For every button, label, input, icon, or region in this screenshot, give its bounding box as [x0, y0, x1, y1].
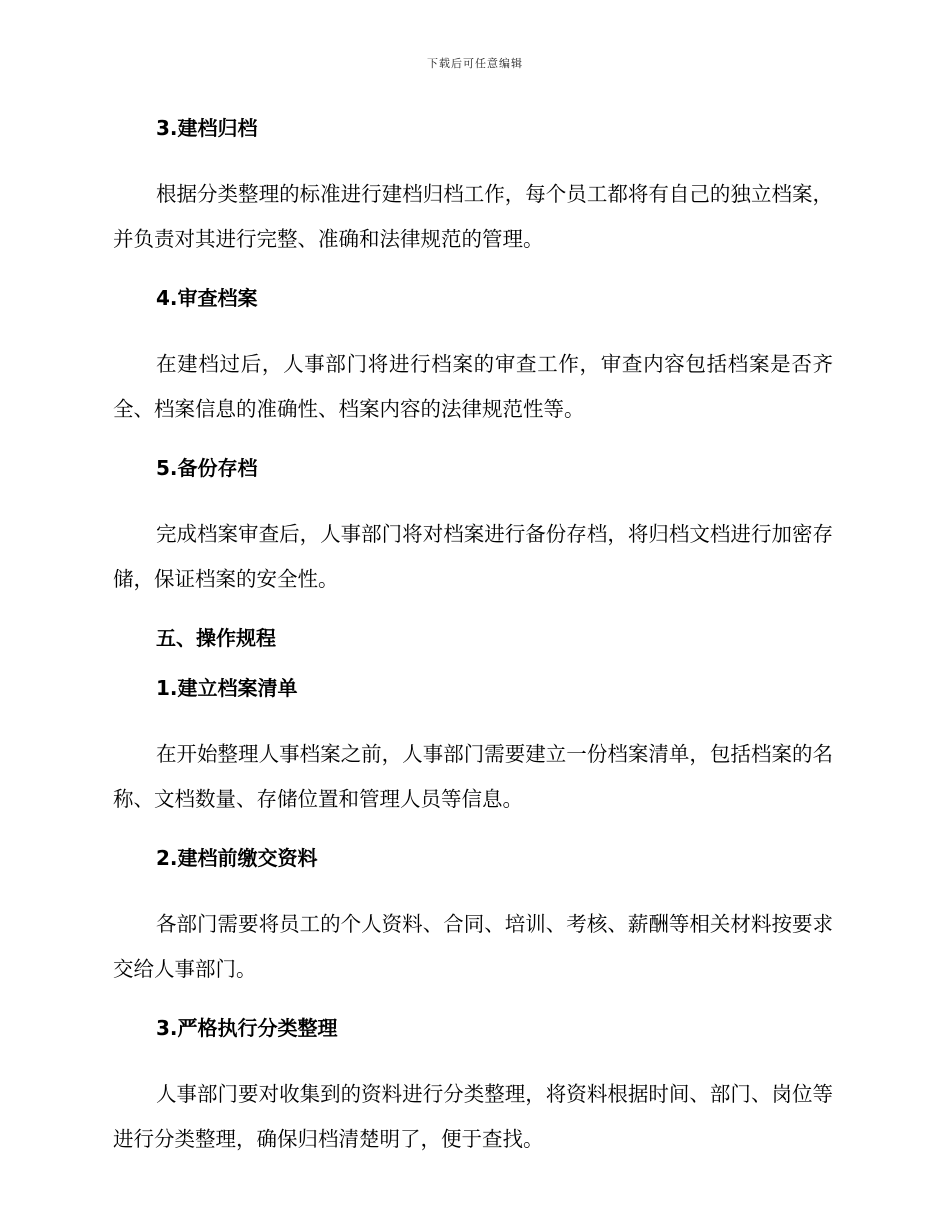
document-body: [113, 113, 833, 1162]
section-paragraph-submit-materials: 各部门需要将员工的个人资料、合同、培训、考核、薪酬等相关材料按要求交给人事部门。: [113, 912, 833, 981]
section-heading-archiving: 3.建档归档: [156, 116, 258, 140]
section-paragraph-classification: 人事部门要对收集到的资料进行分类整理，将资料根据时间、部门、岗位等进行分类整理，确保归档清楚明了，便于查找。: [113, 1082, 833, 1151]
section-paragraph-archiving: 根据分类整理的标准进行建档归档工作，每个员工都将有自己的独立档案，并负责对其进行完整、准确和法律规范的管理。: [113, 182, 833, 251]
section-heading-submit-materials: 2.建档前缴交资料: [156, 846, 318, 870]
section-heading-review: 4.审查档案: [156, 286, 258, 310]
section-paragraph-file-list: 在开始整理人事档案之前，人事部门需要建立一份档案清单，包括档案的名称、文档数量、存储位置和管理人员等信息。: [113, 742, 833, 811]
chapter-heading-procedures: 五、操作规程: [156, 626, 276, 650]
header-note: 下载后可任意编辑: [427, 57, 523, 70]
section-heading-backup: 5.备份存档: [156, 456, 258, 480]
section-paragraph-review: 在建档过后，人事部门将进行档案的审查工作，审查内容包括档案是否齐全、档案信息的准确性、档案内容的法律规范性等。: [113, 352, 833, 421]
section-heading-classification: 3.严格执行分类整理: [156, 1016, 338, 1040]
section-heading-file-list: 1.建立档案清单: [156, 676, 298, 700]
section-paragraph-backup: 完成档案审查后，人事部门将对档案进行备份存档，将归档文档进行加密存储，保证档案的安全性。: [113, 522, 833, 591]
